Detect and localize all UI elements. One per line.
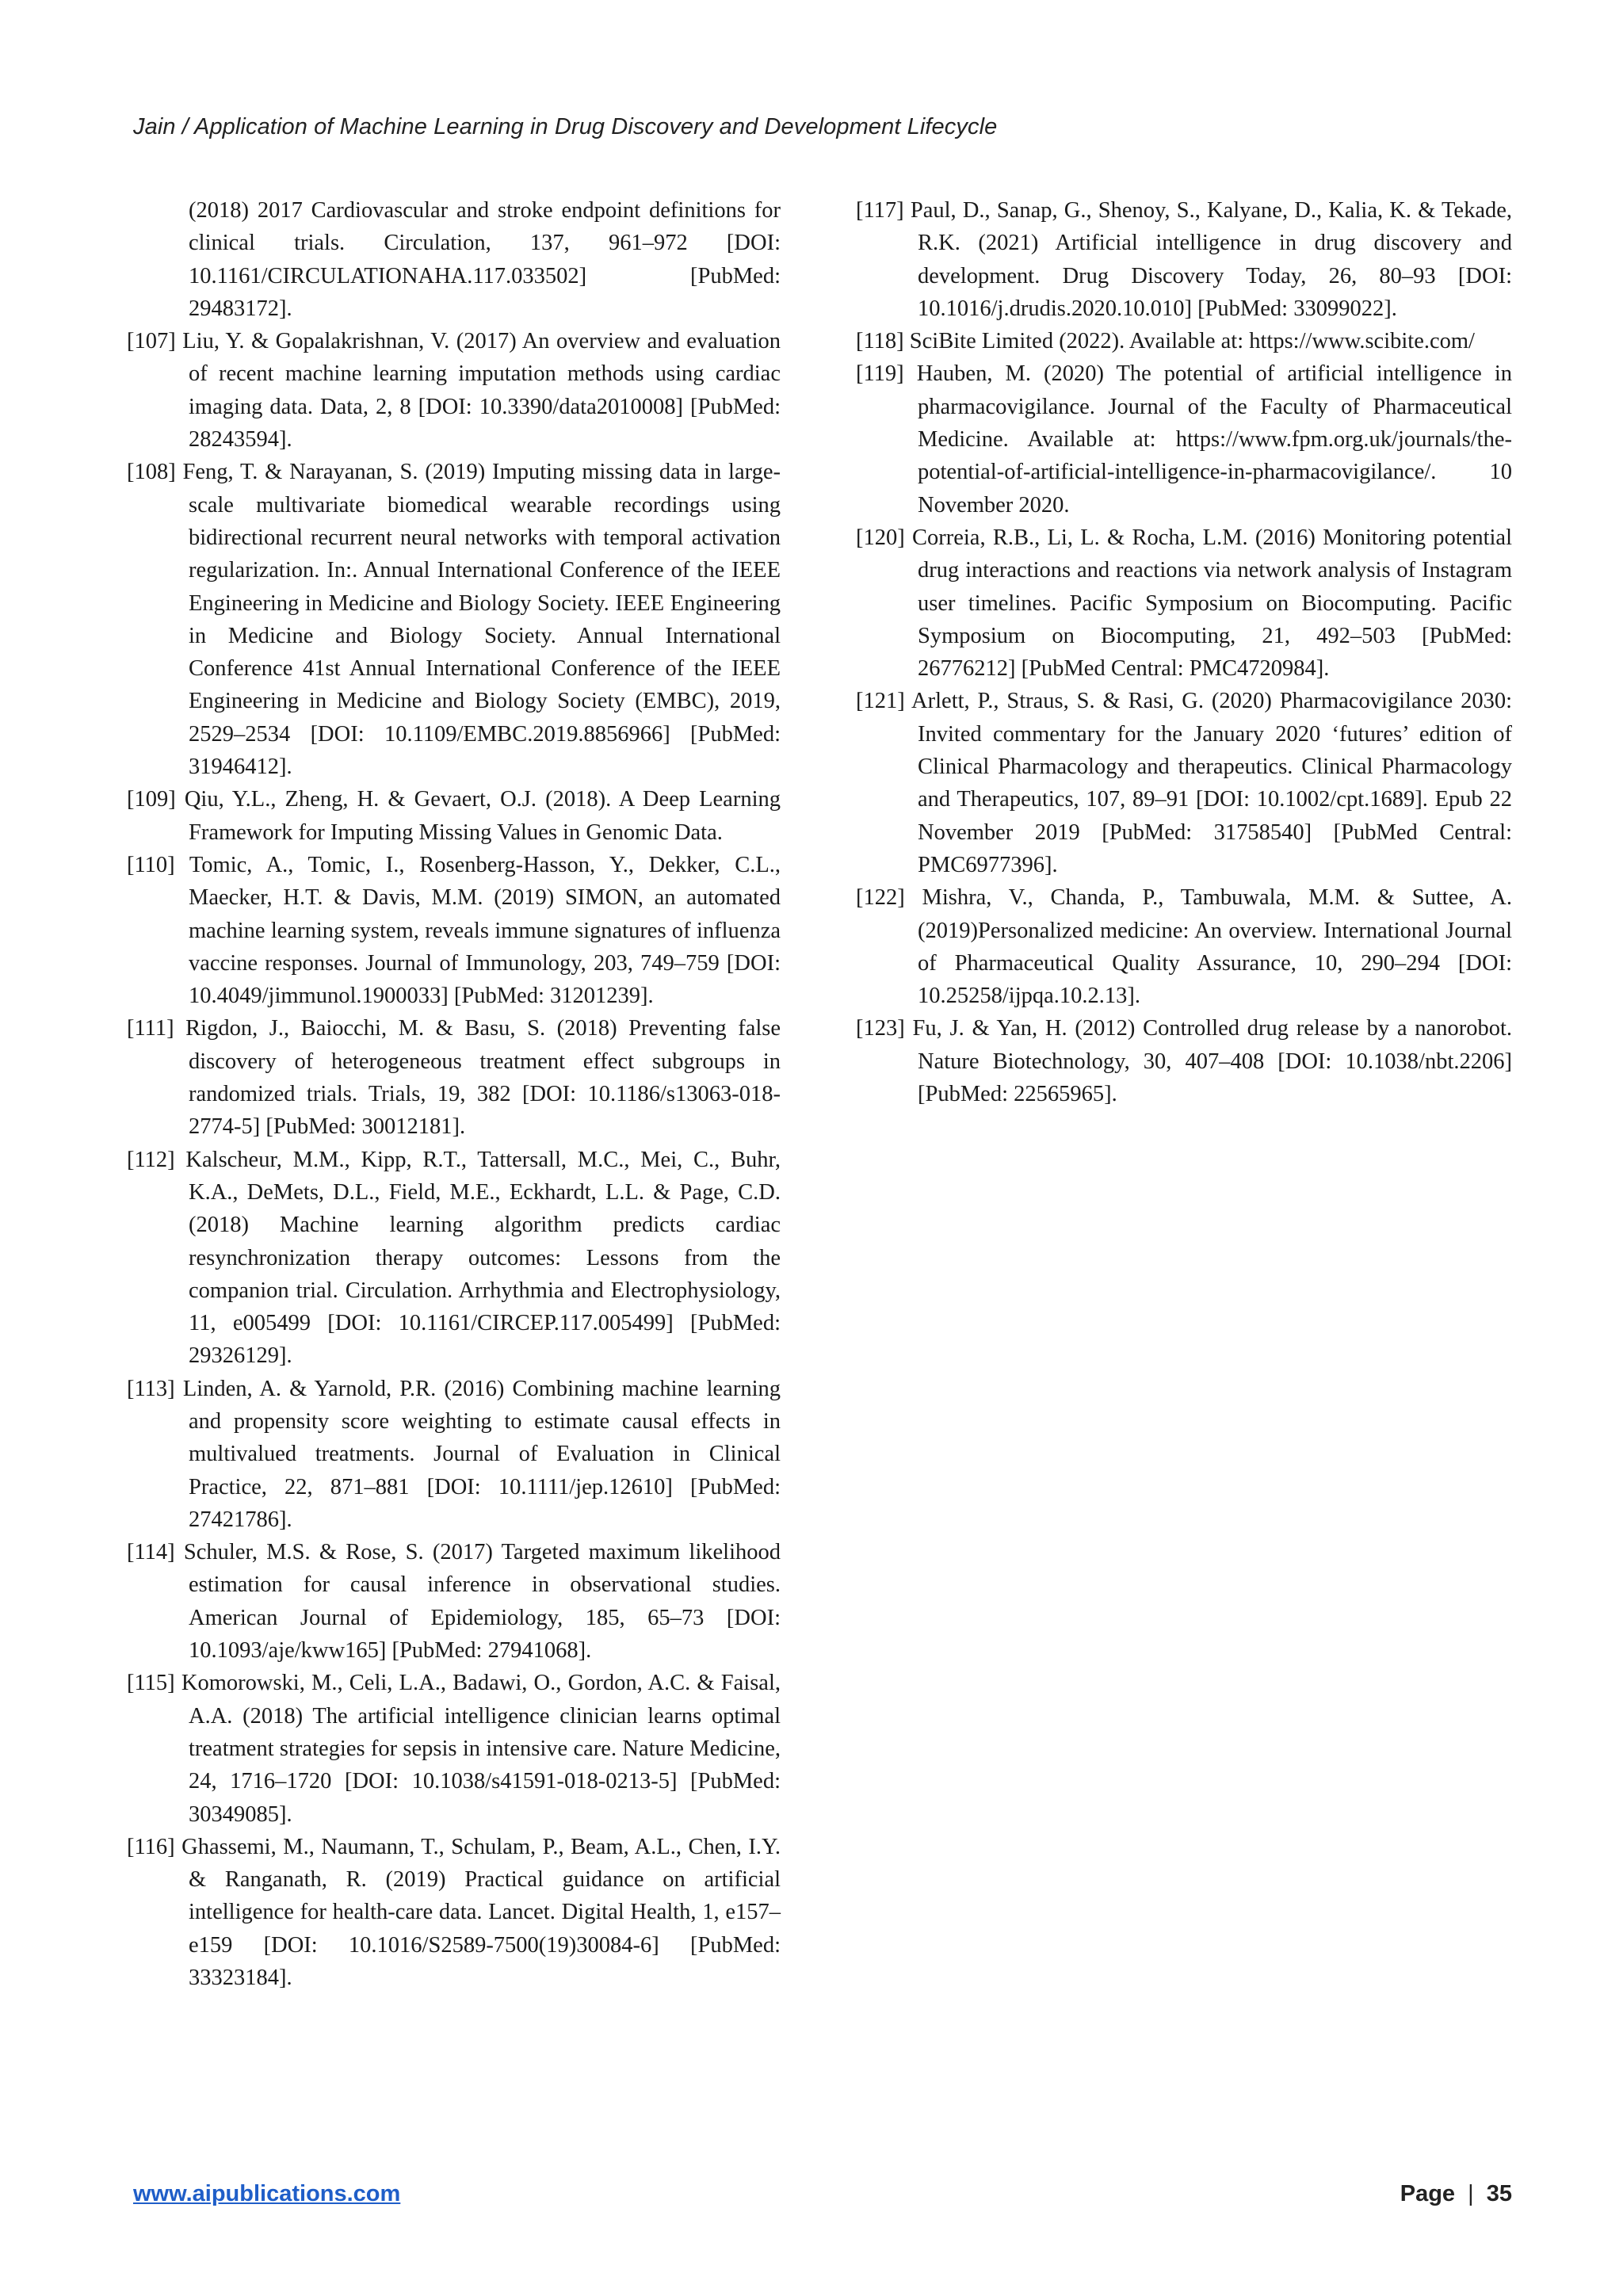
reference-108: [108] Feng, T. & Narayanan, S. (2019) Imputing missing data in large-scale multivariate biomedical wearable recordings using bidirectional recurrent neural networks with temporal activation regularization. In:. Annual International Conference of the IEEE Engineering in Medicine and Biology Society. IEEE Engineering in Medicine and Biology Society. Annual International Conference 41st Annual International Conference of the IEEE Engineering in Medicine and Biology Society (EMBC), 2019, 2529–2534 [DOI: 10.1109/EMBC.2019.8856966] [PubMed: 31946412]. [127, 460, 781, 780]
page-number-value: 35 [1486, 2181, 1512, 2206]
left-column [127, 194, 781, 1994]
reference-119: [119] Hauben, M. (2020) The potential of artificial intelligence in pharmacovigilance. Journal of the Faculty of Pharmaceutical Medicine. Available at: https://www.fpm.org.uk/journals/the-potential-of-artificial-intelligence-in-pharmacovigilance/. 10 November 2020. [856, 361, 1512, 518]
reference-106-continuation: (2018) 2017 Cardiovascular and stroke endpoint definitions for clinical trials. Circulation, 137, 961–972 [DOI: 10.1161/CIRCULATIONAHA.117.033502] [PubMed: 29483172]. [189, 198, 781, 321]
page-separator: | [1468, 2181, 1474, 2206]
reference-118: [118] SciBite Limited (2022). Available at: https://www.scibite.com/ [856, 329, 1475, 354]
page-label: Page [1400, 2181, 1456, 2206]
reference-107: [107] Liu, Y. & Gopalakrishnan, V. (2017) An overview and evaluation of recent machine learning imputation methods using cardiac imaging data. Data, 2, 8 [DOI: 10.3390/data2010008] [PubMed: 28243594]. [127, 329, 781, 453]
reference-122: [122] Mishra, V., Chanda, P., Tambuwala, M.M. & Suttee, A. (2019)Personalized medicine: An overview. International Journal of Pharmaceutical Quality Assurance, 10, 290–294 [DOI: 10.25258/ijpqa.10.2.13]. [856, 885, 1512, 1009]
publisher-website-link[interactable]: www.aipublications.com [133, 2181, 401, 2206]
reference-112: [112] Kalscheur, M.M., Kipp, R.T., Tattersall, M.C., Mei, C., Buhr, K.A., DeMets, D.L., Field, M.E., Eckhardt, L.L. & Page, C.D. (2018) Machine learning algorithm predicts cardiac resynchronization therapy outcomes: Lessons from the companion trial. Circulation. Arrhythmia and Electrophysiology, 11, e005499 [DOI: 10.1161/CIRCEP.117.005499] [PubMed: 29326129]. [127, 1147, 781, 1369]
reference-117: [117] Paul, D., Sanap, G., Shenoy, S., Kalyane, D., Kalia, K. & Tekade, R.K. (2021) Artificial intelligence in drug discovery and development. Drug Discovery Today, 26, 80–93 [DOI: 10.1016/j.drudis.2020.10.010] [PubMed: 33099022]. [856, 198, 1512, 321]
reference-111: [111] Rigdon, J., Baiocchi, M. & Basu, S. (2018) Preventing false discovery of heterogeneous treatment effect subgroups in randomized trials. Trials, 19, 382 [DOI: 10.1186/s13063-018-2774-5] [PubMed: 30012181]. [127, 1016, 781, 1140]
page-number [1400, 2181, 1512, 2207]
reference-109: [109] Qiu, Y.L., Zheng, H. & Gevaert, O.J. (2018). A Deep Learning Framework for Imputing Missing Values in Genomic Data. [127, 787, 781, 845]
right-column [856, 194, 1512, 1110]
reference-116: [116] Ghassemi, M., Naumann, T., Schulam, P., Beam, A.L., Chen, I.Y. & Ranganath, R. (2019) Practical guidance on artificial intelligence for health-care data. Lancet. Digital Health, 1, e157–e159 [DOI: 10.1016/S2589-7500(19)30084-6] [PubMed: 33323184]. [127, 1834, 781, 1991]
reference-123: [123] Fu, J. & Yan, H. (2012) Controlled drug release by a nanorobot. Nature Biotechnology, 30, 407–408 [DOI: 10.1038/nbt.2206] [PubMed: 22565965]. [856, 1016, 1512, 1107]
reference-115: [115] Komorowski, M., Celi, L.A., Badawi, O., Gordon, A.C. & Faisal, A.A. (2018) The artificial intelligence clinician learns optimal treatment strategies for sepsis in intensive care. Nature Medicine, 24, 1716–1720 [DOI: 10.1038/s41591-018-0213-5] [PubMed: 30349085]. [127, 1671, 781, 1827]
reference-110: [110] Tomic, A., Tomic, I., Rosenberg-Hasson, Y., Dekker, C.L., Maecker, H.T. & Davis, M.M. (2019) SIMON, an automated machine learning system, reveals immune signatures of influenza vaccine responses. Journal of Immunology, 203, 749–759 [DOI: 10.4049/jimmunol.1900033] [PubMed: 31201239]. [127, 852, 781, 1009]
running-head: Jain / Application of Machine Learning in Drug Discovery and Development Lifecycle [133, 114, 998, 139]
reference-121: [121] Arlett, P., Straus, S. & Rasi, G. (2020) Pharmacovigilance 2030: Invited commentary for the January 2020 ‘futures’ edition of Clinical Pharmacology and therapeutics. Clinical Pharmacology and Therapeutics, 107, 89–91 [DOI: 10.1002/cpt.1689]. Epub 22 November 2019 [PubMed: 31758540] [PubMed Central: PMC6977396]. [856, 689, 1512, 877]
reference-120: [120] Correia, R.B., Li, L. & Rocha, L.M. (2016) Monitoring potential drug interactions and reactions via network analysis of Instagram user timelines. Pacific Symposium on Biocomputing. Pacific Symposium on Biocomputing, 21, 492–503 [PubMed: 26776212] [PubMed Central: PMC4720984]. [856, 525, 1512, 682]
reference-113: [113] Linden, A. & Yarnold, P.R. (2016) Combining machine learning and propensity score weighting to estimate causal effects in multivalued treatments. Journal of Evaluation in Clinical Practice, 22, 871–881 [DOI: 10.1111/jep.12610] [PubMed: 27421786]. [127, 1376, 781, 1532]
reference-114: [114] Schuler, M.S. & Rose, S. (2017) Targeted maximum likelihood estimation for causal inference in observational studies. American Journal of Epidemiology, 185, 65–73 [DOI: 10.1093/aje/kww165] [PubMed: 27941068]. [127, 1540, 781, 1664]
